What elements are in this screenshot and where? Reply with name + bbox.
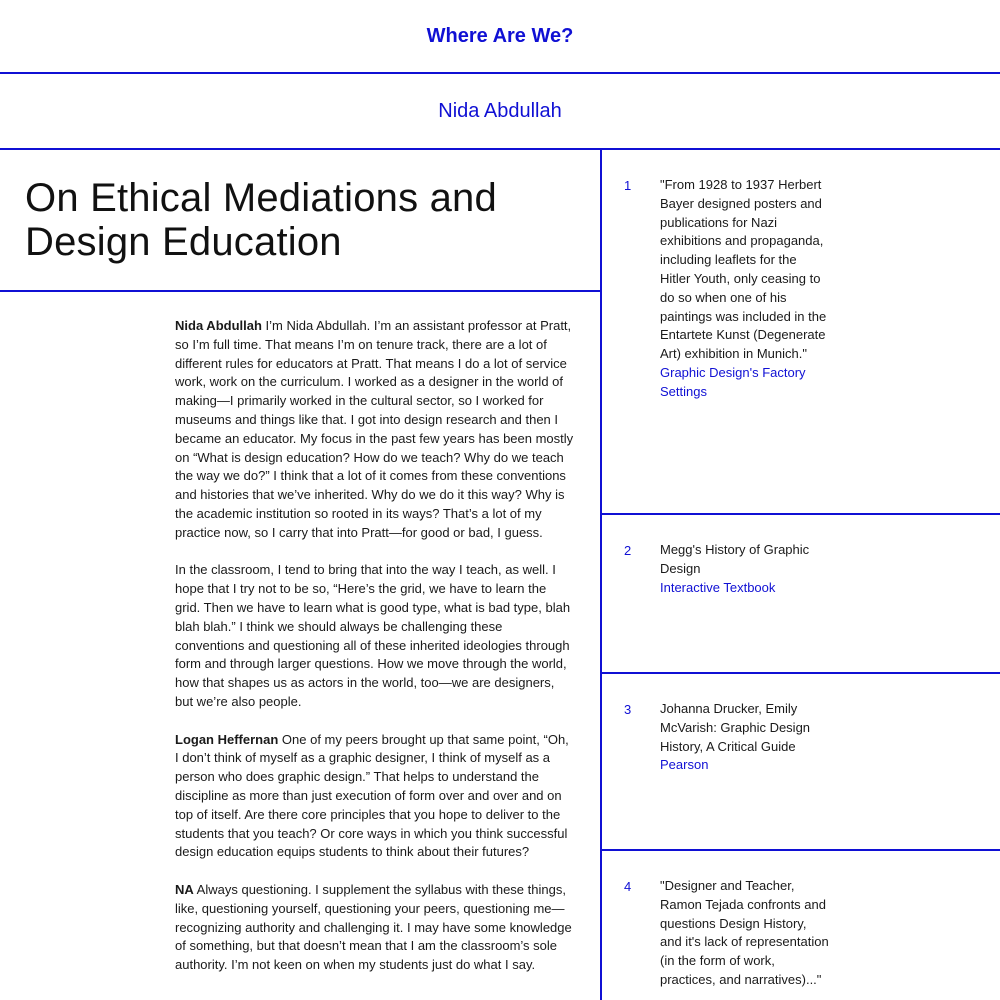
- paragraph-text: One of my peers brought up that same point, “Oh, I don’t think of myself as a graphic designer, I think of myself as a person who does graphic design.” That helps to understand the discipline as more than just execution of form over and over and on top of itself. Are there core principles that you hope to deliver to the students that you teach? Or core ways in which you think successful design education equips students to think about their futures?: [175, 731, 569, 860]
- paragraph: [175, 731, 574, 863]
- paragraph-text: I’m Nida Abdullah. I’m an assistant professor at Pratt, so I’m full time. That means I’m on tenure track, there are a lot of different rules for educators at Pratt. That means I do a lot of service work, work on the curriculum. I worked as a designer in the world of making—I primarily worked in the cultural sector, so I worked for museums and things like that. I got into design research and then I became an educator. My focus in the past few years has been mostly on “What is design education? How do we teach? Why do we teach the way we do?” I think that a lot of it comes from these conventions and histories that we’ve inherited. Why do we do it this way? Why is the academic institution so rooted in its ways? That’s a lot of my practice now, so I carry that into Pratt—for good or bad, I guess.: [175, 318, 574, 540]
- footnote: [602, 674, 1000, 851]
- footnote: [602, 515, 1000, 674]
- site-header: [0, 0, 1000, 74]
- footnotes-column[interactable]: [602, 150, 1000, 1000]
- paragraph: [175, 561, 574, 711]
- paragraph-text: In the classroom, I tend to bring that into the way I teach, as well. I hope that I try not to be so, “Here’s the grid, we have to learn the grid. Then we have to learn what is good type, what is bad type, blah blah blah.” I think we should always be challenging these conventions and questioning all of these inherited ideologies through form and through larger questions. How we move through the world, how that shapes us as actors in the world, too—we are designers, but we’re also people.: [175, 562, 571, 709]
- paragraph: [175, 317, 574, 543]
- footnote-number: 2: [624, 543, 632, 558]
- author-name[interactable]: Nida Abdullah: [438, 99, 562, 122]
- article-column: [0, 150, 600, 1000]
- footnote: [602, 150, 1000, 515]
- paragraph-text: Always questioning. I supplement the syllabus with these things, like, questioning yourself, questioning your peers, questioning me—recognizing authority and challenging it. I may have some knowledge of something, but that doesn’t mean that I am the classroom’s sole authority. I’m not keen on when my students just do what I say.: [175, 881, 572, 973]
- footnote-link[interactable]: Interactive Textbook: [660, 579, 776, 595]
- speaker-name: Logan Heffernan: [175, 731, 279, 747]
- footnote-number: 4: [624, 879, 632, 894]
- article-body[interactable]: [0, 292, 600, 975]
- title-block: [0, 150, 600, 292]
- footnote-text: "From 1928 to 1937 Herbert Bayer designed posters and publications for Nazi exhibitions and propaganda, including leaflets for the Hitler Youth, only ceasing to do so when one of his paintings was included in the Entartete Kunst (Degenerate Art) exhibition in Munich.": [660, 177, 827, 362]
- footnote-text: Megg's History of Graphic Design: [660, 542, 810, 576]
- footnote: [602, 851, 1000, 1000]
- footnote-number: 3: [624, 702, 632, 717]
- footnote-text: "Designer and Teacher, Ramon Tejada confronts and questions Design History, and it's lack of representation (in the form of work, practices, and narratives)...": [660, 878, 829, 987]
- footnote-text: Johanna Drucker, Emily McVarish: Graphic Design History, A Critical Guide: [660, 701, 811, 754]
- paragraph: [175, 881, 574, 975]
- site-title-link[interactable]: Where Are We?: [426, 24, 574, 47]
- footnote-number: 1: [624, 178, 632, 193]
- author-bar: [0, 74, 1000, 150]
- speaker-name: Nida Abdullah: [175, 318, 262, 333]
- speaker-name: NA: [175, 881, 194, 897]
- article-title: On Ethical Mediations and Design Education: [25, 176, 497, 264]
- footnote-link[interactable]: Graphic Design's Factory Settings: [660, 364, 806, 399]
- footnote-link[interactable]: Pearson: [660, 757, 709, 773]
